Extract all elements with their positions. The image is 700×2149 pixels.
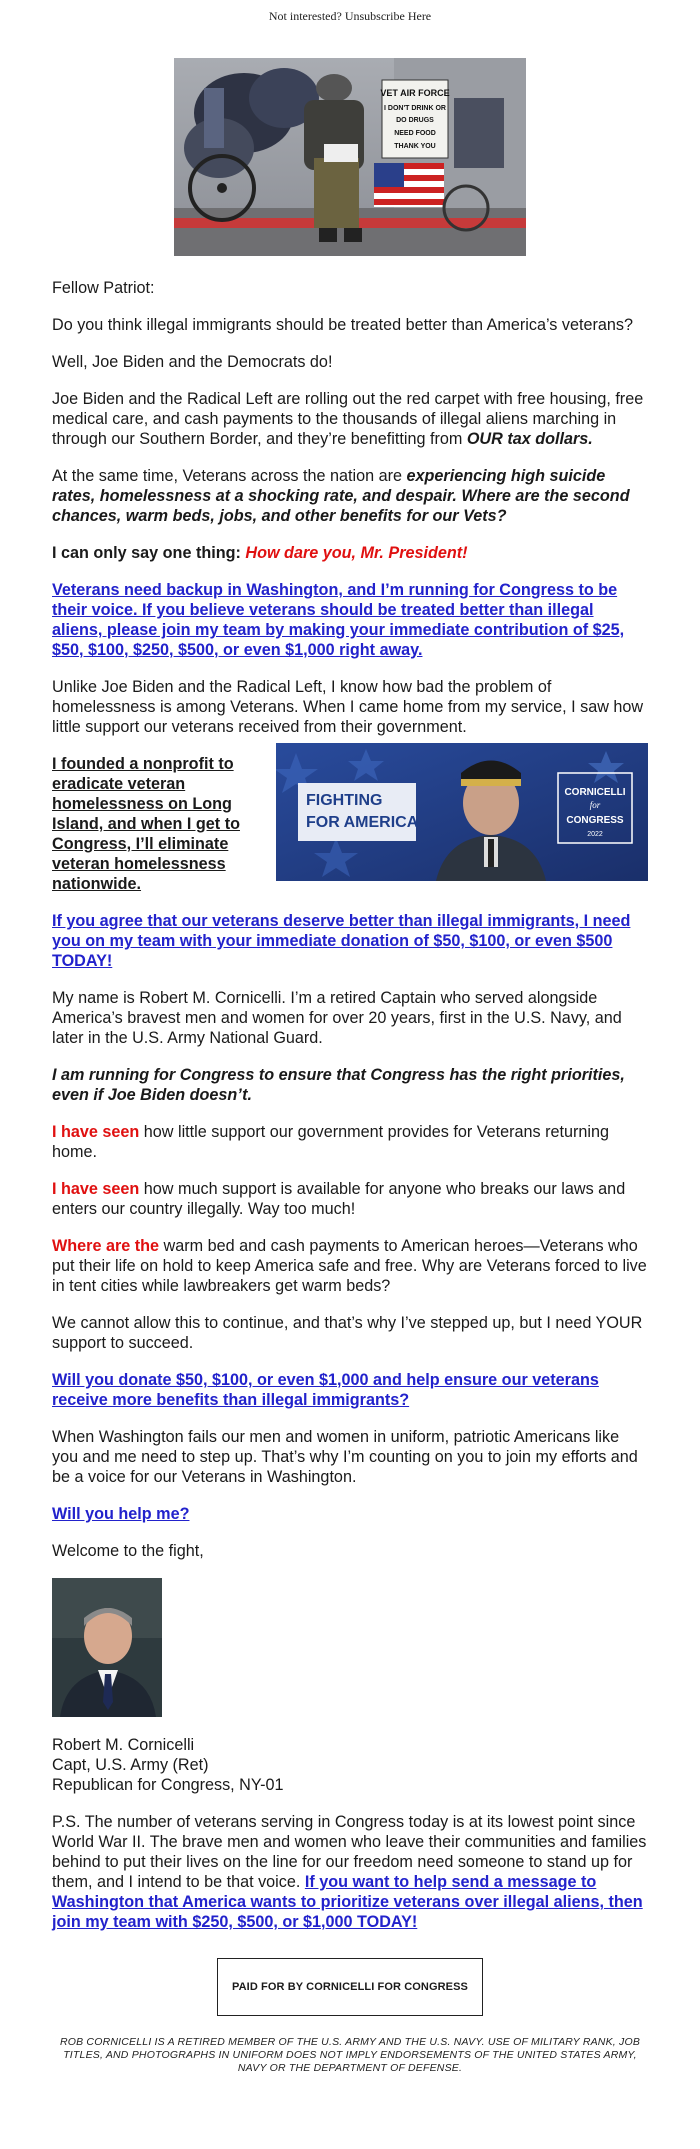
paragraph-cannot-allow: We cannot allow this to continue, and that’s why I’ve stepped up, but I need YOUR support to succeed. (52, 1314, 643, 1352)
banner-for-america: FOR AMERICA (306, 814, 419, 831)
paragraph-seen-illegal (52, 1179, 648, 1219)
paragraph-red-carpet (52, 389, 648, 449)
paragraph-question: Do you think illegal immigrants should be treated better than America’s veterans? (52, 316, 633, 334)
veterans-emphasis: experiencing high suicide rates, homelessness at a shocking rate, and despair. Where are the second chances, warm beds, jobs, and other benefits for our Vets? (52, 467, 630, 525)
seen-returning-text: how little support our government provides for Veterans returning home. (52, 1123, 609, 1161)
signature-office: Republican for Congress, NY-01 (52, 1776, 284, 1794)
hero-photo-image (174, 58, 526, 256)
email-body (0, 256, 700, 2016)
paragraph-veterans-text: At the same time, Veterans across the nation are (52, 467, 407, 485)
where-are-text: warm bed and cash payments to American heroes—Veterans who put their life on hold to keep America safe and free. Why are Veterans forced to live in tent cities while lawbreakers get warm beds? (52, 1237, 647, 1295)
paragraph-my-name: My name is Robert M. Cornicelli. I’m a retired Captain who served alongside America’s bravest men and women for over 20 years, first in the U.S. Navy, and later in the U.S. Army National Guard. (52, 989, 622, 1047)
unsubscribe-link[interactable]: Not interested? Unsubscribe Here (268, 9, 432, 23)
legal-disclaimer: ROB CORNICELLI IS A RETIRED MEMBER OF THE U.S. ARMY AND THE U.S. NAVY. USE OF MILITARY RANK, JOB TITLES, AND PHOTOGRAPHS IN UNIFORM DOES NOT IMPLY ENDORSEMENTS OF THE UNITED STATES ARMY, NAVY OR THE DEPARTMENT OF DEFENSE. (59, 2036, 641, 2074)
campaign-banner-image (276, 743, 648, 881)
donate-link-agree[interactable]: If you agree that our veterans deserve better than illegal immigrants, I need you on my team with your immediate donation of $50, $100, or even $500 TODAY! (52, 912, 631, 970)
postscript-donate-link[interactable]: If you want to help send a message to Washington that America wants to prioritize veterans over illegal aliens, then join my team with $250, $500, or $1,000 TODAY! (52, 1873, 643, 1931)
sign-line-1: VET AIR FORCE (380, 88, 450, 98)
banner-logo-for: for (589, 800, 601, 810)
paragraph-homelessness (52, 677, 648, 737)
paragraph-biden-democrats: Well, Joe Biden and the Democrats do! (52, 353, 333, 371)
sign-line-3: DO DRUGS (396, 117, 434, 124)
paragraph-help-me (52, 1504, 648, 1524)
paragraph-link-donate (52, 1370, 648, 1410)
paragraph-washington-fails: When Washington fails our men and women in uniform, patriotic Americans like you and me need to step up. That’s why I’m counting on you to join my efforts and be a voice for our Veterans in Washington. (52, 1428, 638, 1486)
campaign-banner (276, 743, 648, 881)
paragraph-seen-returning (52, 1122, 648, 1162)
paragraph-nonprofit: I founded a nonprofit to eradicate veteran homelessness on Long Island, and when I get to Congress, I’ll eliminate veteran homelessness nationwide. (52, 755, 240, 893)
banner-logo-name: CORNICELLI (564, 787, 626, 798)
signature-name: Robert M. Cornicelli (52, 1736, 195, 1754)
banner-fighting: FIGHTING (306, 792, 383, 809)
sign-line-2: I DON'T DRINK OR (384, 105, 446, 112)
paragraph-homelessness-text: Unlike Joe Biden and the Radical Left, I know how bad the problem of homelessness is among Veterans. When I came home from my service, I saw how little support our veterans received from their government. (52, 678, 644, 736)
donate-link-backup[interactable]: Veterans need backup in Washington, and I’m running for Congress to be their voice. If you believe veterans should be treated better than illegal aliens, please join my team by making your immediate contribution of $25, $50, $100, $250, $500, or even $1,000 right away. (52, 581, 625, 659)
candidate-headshot (52, 1578, 162, 1717)
donate-link-benefits[interactable]: Will you donate $50, $100, or even $1,000 and help ensure our veterans receive more benefits than illegal immigrants? (52, 1371, 599, 1409)
i-have-seen-1: I have seen (52, 1123, 140, 1141)
how-dare-you-text: How dare you, Mr. President! (245, 544, 468, 562)
postscript-text: P.S. The number of veterans serving in Congress today is at its lowest point since World War II. The brave men and women who leave their communities and families behind to put their lives on the line for our freedom need someone to stand up for them, and I intend to be that voice. (52, 1813, 647, 1891)
say-one-thing-text: I can only say one thing: (52, 544, 246, 562)
greeting: Fellow Patriot: (52, 279, 155, 297)
where-are-the: Where are the (52, 1237, 160, 1255)
paragraph-red-carpet-text: Joe Biden and the Radical Left are rolling out the red carpet with free housing, free medical care, and cash payments to the thousands of illegal aliens marching in through our Southern Border, and they’re benefitting from (52, 390, 644, 448)
seen-illegal-text: how much support is available for anyone who breaks our laws and enters our country illegally. Way too much! (52, 1180, 626, 1218)
paragraph-link-backup (52, 580, 648, 660)
tax-dollars-emphasis: OUR tax dollars. (466, 430, 593, 448)
paid-for-box: PAID FOR BY CORNICELLI FOR CONGRESS (217, 1958, 483, 2016)
postscript (52, 1812, 648, 1932)
headshot-image (52, 1578, 162, 1717)
closing: Welcome to the fight, (52, 1542, 204, 1560)
hero-photo (174, 58, 526, 256)
paragraph-link-agree (52, 911, 648, 971)
email-header (0, 0, 700, 58)
paragraph-where-are (52, 1236, 648, 1296)
sign-line-4: NEED FOOD (394, 130, 436, 137)
paragraph-say-one-thing (52, 543, 648, 563)
banner-logo-year: 2022 (587, 831, 603, 838)
sign-line-5: THANK YOU (394, 143, 436, 150)
help-me-link[interactable]: Will you help me? (52, 1505, 190, 1523)
banner-logo-office: CONGRESS (566, 815, 624, 826)
paragraph-veterans-nation (52, 466, 648, 526)
paragraph-running: I am running for Congress to ensure that Congress has the right priorities, even if Joe Biden doesn’t. (52, 1066, 625, 1104)
signature-block (52, 1735, 648, 1795)
signature-rank: Capt, U.S. Army (Ret) (52, 1756, 209, 1774)
i-have-seen-2: I have seen (52, 1180, 140, 1198)
